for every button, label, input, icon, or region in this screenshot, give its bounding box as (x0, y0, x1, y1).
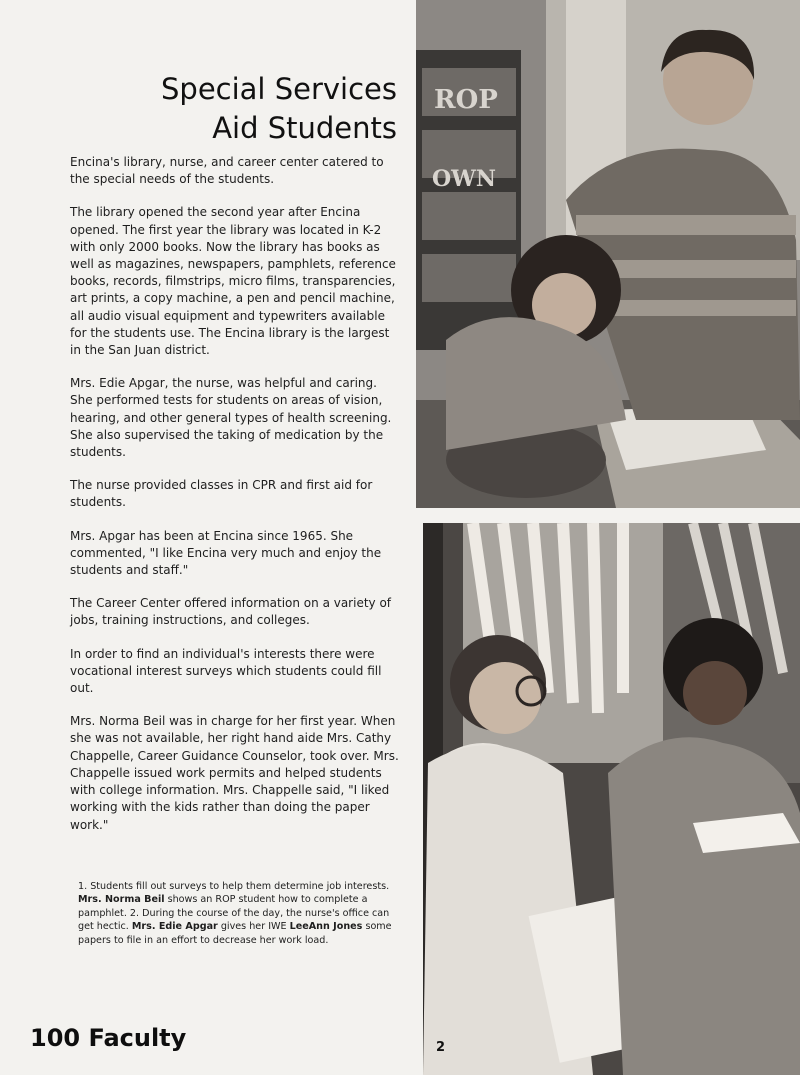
photo-number: 2 (436, 1040, 446, 1055)
pocket-label: OWN (432, 166, 496, 192)
paragraph: The nurse provided classes in CPR and first aid for students. (70, 478, 373, 510)
page-folio: 100 Faculty (30, 1024, 187, 1052)
title-line-2: Aid Students (212, 111, 397, 145)
paragraph: Mrs. Norma Beil was in charge for her first year. When she was not available, her right hand aide Mrs. Cathy Chappelle, Career Guidance Counselor, took over. Mrs. Chappelle issued work permits and helped students with college information. Mrs. Chappelle said, "I liked working with the kids rather than doing the paper work." (70, 714, 399, 832)
photo-caption (78, 880, 406, 947)
paragraph: Mrs. Apgar has been at Encina since 1965. She commented, "I like Encina very much and enjoy the students and staff." (70, 528, 382, 578)
caption-name: Mrs. Edie Apgar (131, 921, 218, 933)
paragraph: Mrs. Edie Apgar, the nurse, was helpful and caring. She performed tests for students on areas of vision, hearing, and other general types of health screening. She also supervised the taking of medication by the students. (70, 376, 392, 460)
photo-nurse-office (423, 523, 800, 1075)
article-body (70, 154, 402, 850)
caption-name: LeeAnn Jones (289, 921, 363, 933)
caption-text: gives her IWE (217, 921, 290, 933)
caption-text: some papers to file in an effort to decrease her work load. (78, 921, 392, 946)
caption-text: 1. Students fill out surveys to help them determine job interests. (78, 881, 390, 892)
paragraph: The library opened the second year after Encina opened. The first year the library was located in K-2 with only 2000 books. Now the library has books as well as magazines, newspapers, pamphlets, reference books, records, filmstrips, micro films, transparencies, art prints, a copy machine, a pen and pencil machine, all audio visual equipment and typewriters available for the students use. The Encina library is the largest in the San Juan district. (70, 205, 396, 358)
caption-name: Mrs. Norma Beil (78, 894, 165, 906)
pocket-label: ROP (434, 85, 498, 115)
paragraph: The Career Center offered information on a variety of jobs, training instructions, and colleges. (70, 596, 392, 628)
paragraph: Encina's library, nurse, and career center catered to the special needs of the students. (70, 155, 384, 187)
article-title (161, 70, 397, 148)
photo-career-center (416, 0, 800, 508)
paragraph: In order to find an individual's interests there were vocational interest surveys which students could fill out. (70, 646, 382, 696)
caption-text: shows an ROP student how to complete a pamphlet. 2. During the course of the day, the nurse's office can get hectic. (78, 894, 390, 933)
title-line-1: Special Services (161, 72, 397, 106)
